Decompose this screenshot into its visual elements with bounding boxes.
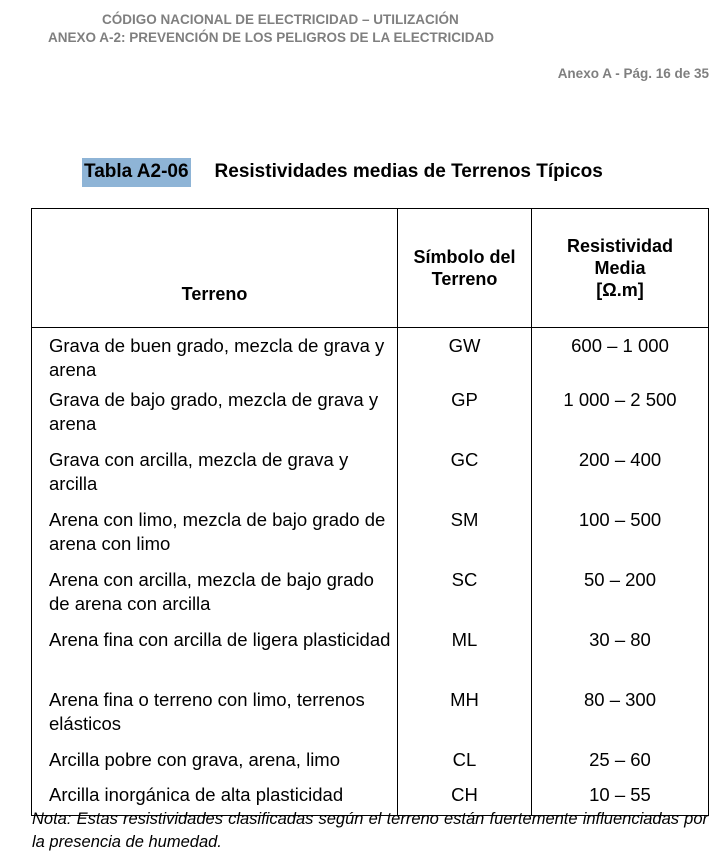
cell-terreno: Grava de bajo grado, mezcla de grava y arena (32, 388, 398, 448)
table-header-row (32, 209, 709, 328)
table-row (32, 568, 709, 628)
page-number: Anexo A - Pág. 16 de 35 (557, 66, 709, 81)
cell-simbolo: CH (398, 783, 532, 816)
column-header-simbolo-line1: Símbolo del (413, 247, 516, 267)
cell-resistividad: 30 – 80 (532, 628, 709, 688)
cell-simbolo: MH (398, 688, 532, 748)
cell-terreno: Grava con arcilla, mezcla de grava y arcilla (32, 448, 398, 508)
cell-simbolo: SC (398, 568, 532, 628)
cell-resistividad: 80 – 300 (532, 688, 709, 748)
document-header-title: CÓDIGO NACIONAL DE ELECTRICIDAD – UTILIZACIÓN (102, 12, 459, 27)
table-code: Tabla A2-06 (82, 158, 191, 187)
cell-terreno: Grava de buen grado, mezcla de grava y arena (32, 328, 398, 389)
table-row (32, 388, 709, 448)
column-header-simbolo-line2: Terreno (431, 269, 498, 289)
cell-simbolo: SM (398, 508, 532, 568)
cell-resistividad: 25 – 60 (532, 748, 709, 783)
document-header-subtitle: ANEXO A-2: PREVENCIÓN DE LOS PELIGROS DE LA ELECTRICIDAD (48, 30, 495, 45)
cell-terreno: Arena con limo, mezcla de bajo grado de arena con limo (32, 508, 398, 568)
column-header-resistividad-line1: Resistividad (566, 236, 674, 256)
column-header-resistividad-unit: [Ω.m] (596, 280, 644, 300)
table-row (32, 628, 709, 688)
table-row (32, 448, 709, 508)
column-header-terreno: Terreno (32, 209, 398, 328)
cell-simbolo: GC (398, 448, 532, 508)
cell-simbolo: CL (398, 748, 532, 783)
cell-resistividad: 100 – 500 (532, 508, 709, 568)
column-header-simbolo (398, 209, 532, 328)
cell-resistividad: 600 – 1 000 (532, 328, 709, 389)
table-title: Resistividades medias de Terrenos Típicos (214, 161, 603, 182)
column-header-resistividad (532, 209, 709, 328)
resistivity-table (31, 208, 709, 816)
table-footnote: Nota: Estas resistividades clasificadas según el terreno están fuertemente influenciadas por la presencia de humedad. (32, 810, 708, 851)
table-row (32, 328, 709, 389)
table-row (32, 748, 709, 783)
cell-simbolo: GW (398, 328, 532, 389)
cell-simbolo: GP (398, 388, 532, 448)
cell-terreno: Arena fina con arcilla de ligera plasticidad (32, 628, 398, 688)
cell-simbolo: ML (398, 628, 532, 688)
table-caption (82, 156, 603, 188)
column-header-resistividad-line2: Media (594, 258, 646, 278)
table-row (32, 688, 709, 748)
cell-terreno: Arcilla pobre con grava, arena, limo (32, 748, 398, 783)
cell-terreno: Arena con arcilla, mezcla de bajo grado de arena con arcilla (32, 568, 398, 628)
cell-resistividad: 200 – 400 (532, 448, 709, 508)
cell-resistividad: 1 000 – 2 500 (532, 388, 709, 448)
cell-terreno: Arcilla inorgánica de alta plasticidad (32, 783, 398, 816)
table-row (32, 508, 709, 568)
cell-resistividad: 50 – 200 (532, 568, 709, 628)
cell-terreno: Arena fina o terreno con limo, terrenos elásticos (32, 688, 398, 748)
cell-resistividad: 10 – 55 (532, 783, 709, 816)
